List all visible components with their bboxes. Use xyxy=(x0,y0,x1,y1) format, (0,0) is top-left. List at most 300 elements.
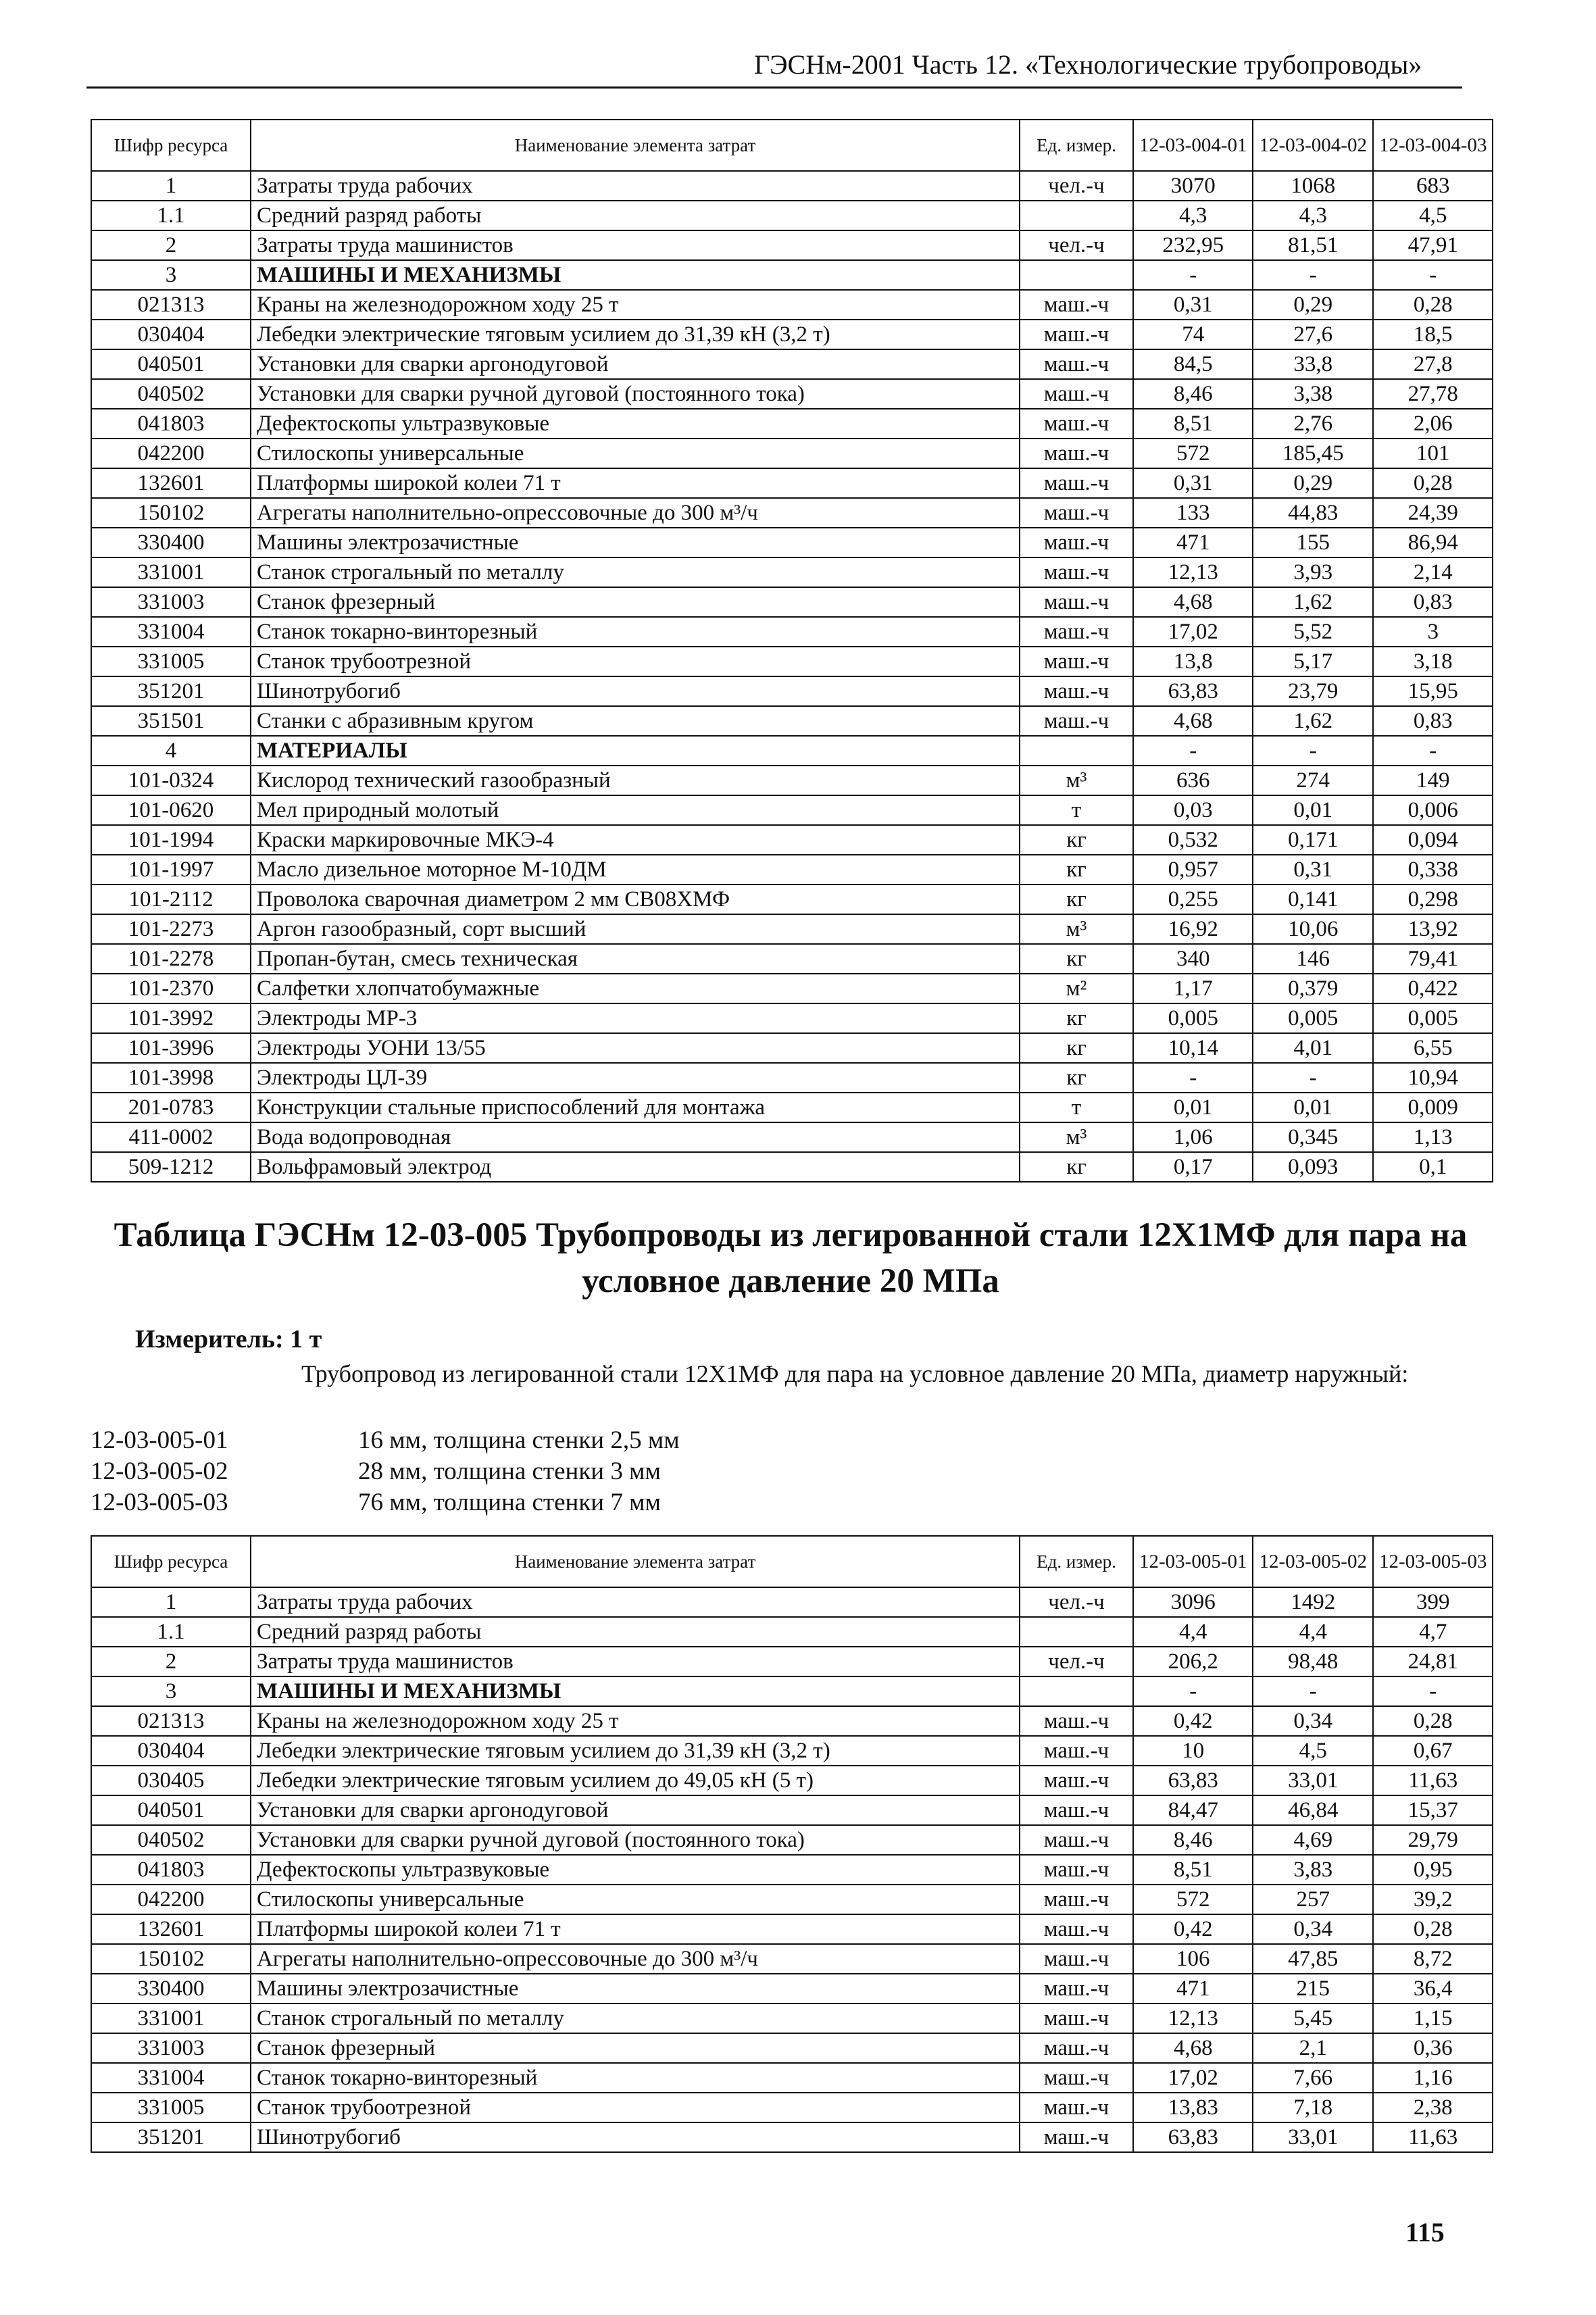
resource-name: Станок трубоотрезной xyxy=(251,2093,1020,2122)
value-variant-3: 0,83 xyxy=(1373,706,1493,736)
unit-of-measure: маш.-ч xyxy=(1020,2063,1133,2093)
resource-code: 3 xyxy=(91,1676,251,1706)
unit-of-measure: м³ xyxy=(1020,914,1133,944)
meter-label: Измеритель: xyxy=(135,1325,284,1353)
value-variant-3: 0,83 xyxy=(1373,587,1493,617)
value-variant-1: 0,957 xyxy=(1133,855,1253,885)
value-variant-2: 4,69 xyxy=(1253,1825,1372,1855)
resource-code: 1.1 xyxy=(91,1617,251,1647)
resource-code: 030405 xyxy=(91,1766,251,1795)
value-variant-3: 683 xyxy=(1373,171,1493,201)
value-variant-1: 8,51 xyxy=(1133,1855,1253,1885)
value-variant-1: 0,03 xyxy=(1133,795,1253,825)
value-variant-1: 12,13 xyxy=(1133,557,1253,587)
table-row xyxy=(91,260,1493,290)
unit-of-measure: маш.-ч xyxy=(1020,1706,1133,1736)
value-variant-1: 0,42 xyxy=(1133,1914,1253,1944)
table-row xyxy=(91,290,1493,320)
unit-of-measure: кг xyxy=(1020,855,1133,885)
column-header-name: Наименование элемента затрат xyxy=(251,1536,1020,1587)
unit-of-measure: маш.-ч xyxy=(1020,1944,1133,1974)
value-variant-2: 0,093 xyxy=(1253,1152,1372,1182)
value-variant-2: 146 xyxy=(1253,944,1372,974)
resource-name: Вольфрамовый электрод xyxy=(251,1152,1020,1182)
value-variant-1: 0,17 xyxy=(1133,1152,1253,1182)
value-variant-3: 0,95 xyxy=(1373,1855,1493,1885)
unit-of-measure: маш.-ч xyxy=(1020,498,1133,528)
resource-code: 101-1994 xyxy=(91,825,251,855)
unit-of-measure xyxy=(1020,1676,1133,1706)
table-row xyxy=(91,498,1493,528)
column-header-unit: Ед. измер. xyxy=(1020,1536,1133,1587)
resource-code: 101-3996 xyxy=(91,1033,251,1063)
value-variant-3: - xyxy=(1373,1676,1493,1706)
unit-of-measure: кг xyxy=(1020,944,1133,974)
value-variant-1: 0,532 xyxy=(1133,825,1253,855)
variant-text: 28 мм, толщина стенки 3 мм xyxy=(358,1458,661,1485)
unit-of-measure: маш.-ч xyxy=(1020,2093,1133,2122)
running-header: ГЭСНм-2001 Часть 12. «Технологические трубопроводы» xyxy=(754,49,1422,80)
meter xyxy=(135,1324,322,1354)
resource-table-12-03-004 xyxy=(91,119,1493,1183)
value-variant-1: 1,17 xyxy=(1133,974,1253,1003)
resource-code: 351501 xyxy=(91,706,251,736)
unit-of-measure: м³ xyxy=(1020,1122,1133,1152)
value-variant-3: 1,13 xyxy=(1373,1122,1493,1152)
variant-line xyxy=(91,1457,661,1486)
variant-line xyxy=(91,1426,680,1455)
table-row xyxy=(91,171,1493,201)
unit-of-measure: маш.-ч xyxy=(1020,617,1133,647)
value-variant-3: 101 xyxy=(1373,439,1493,468)
resource-code: 330400 xyxy=(91,528,251,557)
resource-name: Вода водопроводная xyxy=(251,1122,1020,1152)
value-variant-1: 471 xyxy=(1133,528,1253,557)
value-variant-3: 0,005 xyxy=(1373,1003,1493,1033)
unit-of-measure: кг xyxy=(1020,1152,1133,1182)
unit-of-measure: маш.-ч xyxy=(1020,2003,1133,2033)
resource-code: 331004 xyxy=(91,617,251,647)
value-variant-2: - xyxy=(1253,736,1372,766)
unit-of-measure: кг xyxy=(1020,1003,1133,1033)
table-row xyxy=(91,320,1493,349)
unit-of-measure: маш.-ч xyxy=(1020,468,1133,498)
variant-code: 12-03-005-01 xyxy=(91,1426,228,1454)
resource-name: Краски маркировочные МКЭ-4 xyxy=(251,825,1020,855)
unit-of-measure: маш.-ч xyxy=(1020,409,1133,439)
resource-name: Затраты труда рабочих xyxy=(251,1587,1020,1617)
table-header-row xyxy=(91,120,1493,171)
resource-name: Пропан-бутан, смесь техническая xyxy=(251,944,1020,974)
table-row xyxy=(91,736,1493,766)
table-row xyxy=(91,528,1493,557)
unit-of-measure: маш.-ч xyxy=(1020,676,1133,706)
table-title-line-1: Таблица ГЭСНм 12-03-005 Трубопроводы из легированной стали 12Х1МФ для пара на xyxy=(114,1216,1468,1254)
resource-code: 101-3992 xyxy=(91,1003,251,1033)
unit-of-measure xyxy=(1020,260,1133,290)
resource-name: Салфетки хлопчатобумажные xyxy=(251,974,1020,1003)
value-variant-2: 215 xyxy=(1253,1974,1372,2003)
resource-code: 101-2273 xyxy=(91,914,251,944)
resource-code: 021313 xyxy=(91,1706,251,1736)
value-variant-1: 4,3 xyxy=(1133,201,1253,230)
resource-name: Станок строгальный по металлу xyxy=(251,557,1020,587)
table-header-row xyxy=(91,1536,1493,1587)
value-variant-3: 13,92 xyxy=(1373,914,1493,944)
value-variant-3: 39,2 xyxy=(1373,1885,1493,1914)
unit-of-measure: маш.-ч xyxy=(1020,557,1133,587)
resource-code: 330400 xyxy=(91,1974,251,2003)
value-variant-3: 18,5 xyxy=(1373,320,1493,349)
value-variant-3: 86,94 xyxy=(1373,528,1493,557)
value-variant-3: 27,8 xyxy=(1373,349,1493,379)
value-variant-2: - xyxy=(1253,1063,1372,1093)
page-number: 115 xyxy=(1405,2217,1445,2247)
value-variant-2: 4,01 xyxy=(1253,1033,1372,1063)
resource-code: 331001 xyxy=(91,2003,251,2033)
value-variant-2: 5,52 xyxy=(1253,617,1372,647)
table-row xyxy=(91,201,1493,230)
table-row xyxy=(91,795,1493,825)
resource-code: 101-3998 xyxy=(91,1063,251,1093)
value-variant-1: 133 xyxy=(1133,498,1253,528)
value-variant-1: 3070 xyxy=(1133,171,1253,201)
resource-code: 040501 xyxy=(91,1795,251,1825)
value-variant-3: 0,338 xyxy=(1373,855,1493,885)
resource-name: Затраты труда рабочих xyxy=(251,171,1020,201)
value-variant-2: 0,005 xyxy=(1253,1003,1372,1033)
header-rule xyxy=(86,86,1462,89)
value-variant-1: 10,14 xyxy=(1133,1033,1253,1063)
table-row xyxy=(91,1003,1493,1033)
table-row xyxy=(91,1766,1493,1795)
value-variant-3: 0,094 xyxy=(1373,825,1493,855)
value-variant-2: 7,66 xyxy=(1253,2063,1372,2093)
column-header-code: Шифр ресурса xyxy=(91,120,251,171)
value-variant-1: 0,31 xyxy=(1133,290,1253,320)
resource-name: Дефектоскопы ультразвуковые xyxy=(251,1855,1020,1885)
unit-of-measure: т xyxy=(1020,1093,1133,1122)
value-variant-1: 8,46 xyxy=(1133,1825,1253,1855)
unit-of-measure: маш.-ч xyxy=(1020,1736,1133,1766)
value-variant-3: 24,81 xyxy=(1373,1647,1493,1676)
table-row xyxy=(91,1944,1493,1974)
value-variant-3: 0,28 xyxy=(1373,468,1493,498)
table-row xyxy=(91,1647,1493,1676)
value-variant-3: 1,15 xyxy=(1373,2003,1493,2033)
value-variant-2: 5,45 xyxy=(1253,2003,1372,2033)
table-row xyxy=(91,1885,1493,1914)
resource-code: 041803 xyxy=(91,1855,251,1885)
table-row xyxy=(91,2063,1493,2093)
value-variant-3: 3 xyxy=(1373,617,1493,647)
table-row xyxy=(91,1706,1493,1736)
resource-code: 042200 xyxy=(91,439,251,468)
value-variant-2: 0,29 xyxy=(1253,468,1372,498)
resource-code: 331005 xyxy=(91,647,251,676)
value-variant-2: 257 xyxy=(1253,1885,1372,1914)
resource-name: Установки для сварки ручной дуговой (постоянного тока) xyxy=(251,379,1020,409)
resource-code: 351201 xyxy=(91,2122,251,2152)
value-variant-1: 13,83 xyxy=(1133,2093,1253,2122)
resource-name: МАШИНЫ И МЕХАНИЗМЫ xyxy=(251,1676,1020,1706)
column-header-variant-2: 12-03-005-02 xyxy=(1253,1536,1372,1587)
unit-of-measure: маш.-ч xyxy=(1020,379,1133,409)
resource-name: Станок фрезерный xyxy=(251,587,1020,617)
resource-name: Электроды МР-3 xyxy=(251,1003,1020,1033)
resource-name: Станок токарно-винторезный xyxy=(251,2063,1020,2093)
table-row xyxy=(91,944,1493,974)
value-variant-2: 4,3 xyxy=(1253,201,1372,230)
value-variant-2: 185,45 xyxy=(1253,439,1372,468)
value-variant-1: - xyxy=(1133,260,1253,290)
value-variant-3: 0,1 xyxy=(1373,1152,1493,1182)
unit-of-measure: маш.-ч xyxy=(1020,1855,1133,1885)
table-row xyxy=(91,825,1493,855)
table-row xyxy=(91,1617,1493,1647)
resource-code: 042200 xyxy=(91,1885,251,1914)
unit-of-measure: маш.-ч xyxy=(1020,1825,1133,1855)
resource-name: Установки для сварки ручной дуговой (постоянного тока) xyxy=(251,1825,1020,1855)
unit-of-measure: маш.-ч xyxy=(1020,439,1133,468)
unit-of-measure: маш.-ч xyxy=(1020,1885,1133,1914)
resource-name: Затраты труда машинистов xyxy=(251,1647,1020,1676)
meter-value: 1 т xyxy=(290,1325,322,1353)
table-row xyxy=(91,974,1493,1003)
resource-code: 101-2278 xyxy=(91,944,251,974)
value-variant-3: 11,63 xyxy=(1373,1766,1493,1795)
value-variant-1: 13,8 xyxy=(1133,647,1253,676)
resource-name: Проволока сварочная диаметром 2 мм СВ08ХМФ xyxy=(251,885,1020,914)
table-row xyxy=(91,587,1493,617)
resource-code: 2 xyxy=(91,1647,251,1676)
resource-code: 331003 xyxy=(91,587,251,617)
value-variant-2: 33,01 xyxy=(1253,1766,1372,1795)
resource-name: Электроды ЦЛ-39 xyxy=(251,1063,1020,1093)
table-row xyxy=(91,2033,1493,2063)
value-variant-3: 0,28 xyxy=(1373,290,1493,320)
resource-code: 1 xyxy=(91,171,251,201)
value-variant-3: 0,67 xyxy=(1373,1736,1493,1766)
resource-code: 101-2112 xyxy=(91,885,251,914)
value-variant-2: 0,01 xyxy=(1253,795,1372,825)
unit-of-measure: маш.-ч xyxy=(1020,528,1133,557)
unit-of-measure: маш.-ч xyxy=(1020,587,1133,617)
table-body xyxy=(91,171,1493,1182)
unit-of-measure xyxy=(1020,1617,1133,1647)
value-variant-1: 12,13 xyxy=(1133,2003,1253,2033)
table-row xyxy=(91,647,1493,676)
resource-name: Конструкции стальные приспособлений для монтажа xyxy=(251,1093,1020,1122)
column-header-code: Шифр ресурса xyxy=(91,1536,251,1587)
value-variant-1: 0,01 xyxy=(1133,1093,1253,1122)
value-variant-1: 16,92 xyxy=(1133,914,1253,944)
value-variant-1: 8,51 xyxy=(1133,409,1253,439)
resource-code: 351201 xyxy=(91,676,251,706)
resource-name: Средний разряд работы xyxy=(251,201,1020,230)
value-variant-3: 47,91 xyxy=(1373,230,1493,260)
value-variant-2: 1068 xyxy=(1253,171,1372,201)
table-row xyxy=(91,1033,1493,1063)
table-row xyxy=(91,1152,1493,1182)
value-variant-1: 84,5 xyxy=(1133,349,1253,379)
value-variant-2: 0,379 xyxy=(1253,974,1372,1003)
value-variant-3: 149 xyxy=(1373,766,1493,795)
table-row xyxy=(91,2003,1493,2033)
column-header-variant-2: 12-03-004-02 xyxy=(1253,120,1372,171)
value-variant-1: 0,42 xyxy=(1133,1706,1253,1736)
table-row xyxy=(91,855,1493,885)
value-variant-3: 4,7 xyxy=(1373,1617,1493,1647)
value-variant-1: 232,95 xyxy=(1133,230,1253,260)
resource-name: МАТЕРИАЛЫ xyxy=(251,736,1020,766)
table-row xyxy=(91,676,1493,706)
variant-code: 12-03-005-02 xyxy=(91,1458,228,1485)
value-variant-2: 3,83 xyxy=(1253,1855,1372,1885)
resource-code: 509-1212 xyxy=(91,1152,251,1182)
resource-code: 411-0002 xyxy=(91,1122,251,1152)
resource-name: Лебедки электрические тяговым усилием до 31,39 кН (3,2 т) xyxy=(251,1736,1020,1766)
value-variant-1: 206,2 xyxy=(1133,1647,1253,1676)
unit-of-measure xyxy=(1020,201,1133,230)
unit-of-measure: маш.-ч xyxy=(1020,706,1133,736)
value-variant-3: 3,18 xyxy=(1373,647,1493,676)
column-header-variant-3: 12-03-004-03 xyxy=(1373,120,1493,171)
value-variant-2: 46,84 xyxy=(1253,1795,1372,1825)
value-variant-2: 2,1 xyxy=(1253,2033,1372,2063)
unit-of-measure: маш.-ч xyxy=(1020,1795,1133,1825)
table-row xyxy=(91,1974,1493,2003)
value-variant-2: 155 xyxy=(1253,528,1372,557)
value-variant-3: 0,298 xyxy=(1373,885,1493,914)
value-variant-3: 2,06 xyxy=(1373,409,1493,439)
resource-code: 030404 xyxy=(91,320,251,349)
resource-name: Машины электрозачистные xyxy=(251,1974,1020,2003)
value-variant-2: 27,6 xyxy=(1253,320,1372,349)
resource-name: Шинотрубогиб xyxy=(251,676,1020,706)
value-variant-1: 1,06 xyxy=(1133,1122,1253,1152)
table-description: Трубопровод из легированной стали 12Х1МФ для пара на условное давление 20 МПа, диаметр наружный: xyxy=(301,1360,1409,1387)
resource-name: МАШИНЫ И МЕХАНИЗМЫ xyxy=(251,260,1020,290)
value-variant-2: 3,38 xyxy=(1253,379,1372,409)
unit-of-measure: маш.-ч xyxy=(1020,1766,1133,1795)
resource-name: Затраты труда машинистов xyxy=(251,230,1020,260)
value-variant-2: 23,79 xyxy=(1253,676,1372,706)
resource-name: Платформы широкой колеи 71 т xyxy=(251,1914,1020,1944)
value-variant-2: 0,01 xyxy=(1253,1093,1372,1122)
unit-of-measure: м² xyxy=(1020,974,1133,1003)
value-variant-1: 63,83 xyxy=(1133,1766,1253,1795)
column-header-name: Наименование элемента затрат xyxy=(251,120,1020,171)
resource-name: Дефектоскопы ультразвуковые xyxy=(251,409,1020,439)
resource-code: 2 xyxy=(91,230,251,260)
unit-of-measure: маш.-ч xyxy=(1020,1974,1133,2003)
resource-code: 4 xyxy=(91,736,251,766)
value-variant-2: 33,01 xyxy=(1253,2122,1372,2152)
resource-name: Машины электрозачистные xyxy=(251,528,1020,557)
table-row xyxy=(91,706,1493,736)
resource-name: Стилоскопы универсальные xyxy=(251,1885,1020,1914)
value-variant-3: 29,79 xyxy=(1373,1825,1493,1855)
resource-code: 041803 xyxy=(91,409,251,439)
value-variant-3: 79,41 xyxy=(1373,944,1493,974)
value-variant-2: 10,06 xyxy=(1253,914,1372,944)
unit-of-measure: маш.-ч xyxy=(1020,320,1133,349)
value-variant-3: 27,78 xyxy=(1373,379,1493,409)
unit-of-measure: кг xyxy=(1020,885,1133,914)
value-variant-2: 0,345 xyxy=(1253,1122,1372,1152)
resource-name: Станок токарно-винторезный xyxy=(251,617,1020,647)
value-variant-2: 7,18 xyxy=(1253,2093,1372,2122)
value-variant-1: 4,68 xyxy=(1133,587,1253,617)
value-variant-1: 4,68 xyxy=(1133,2033,1253,2063)
value-variant-1: 0,255 xyxy=(1133,885,1253,914)
unit-of-measure: чел.-ч xyxy=(1020,171,1133,201)
resource-code: 101-1997 xyxy=(91,855,251,885)
resource-name: Агрегаты наполнительно-опрессовочные до 300 м³/ч xyxy=(251,498,1020,528)
resource-code: 040501 xyxy=(91,349,251,379)
value-variant-2: 98,48 xyxy=(1253,1647,1372,1676)
resource-name: Станок трубоотрезной xyxy=(251,647,1020,676)
resource-name: Платформы широкой колеи 71 т xyxy=(251,468,1020,498)
resource-code: 3 xyxy=(91,260,251,290)
value-variant-2: 4,5 xyxy=(1253,1736,1372,1766)
resource-code: 331005 xyxy=(91,2093,251,2122)
value-variant-1: 572 xyxy=(1133,439,1253,468)
resource-table-12-03-005 xyxy=(91,1535,1493,2153)
resource-name: Электроды УОНИ 13/55 xyxy=(251,1033,1020,1063)
resource-name: Стилоскопы универсальные xyxy=(251,439,1020,468)
table-title-line-2: условное давление 20 МПа xyxy=(582,1262,999,1300)
unit-of-measure xyxy=(1020,736,1133,766)
value-variant-2: 1,62 xyxy=(1253,706,1372,736)
unit-of-measure: маш.-ч xyxy=(1020,290,1133,320)
value-variant-2: 0,31 xyxy=(1253,855,1372,885)
table-row xyxy=(91,1825,1493,1855)
value-variant-1: 8,46 xyxy=(1133,379,1253,409)
value-variant-3: 2,38 xyxy=(1373,2093,1493,2122)
resource-code: 021313 xyxy=(91,290,251,320)
resource-code: 101-0324 xyxy=(91,766,251,795)
value-variant-3: 15,37 xyxy=(1373,1795,1493,1825)
value-variant-2: 0,29 xyxy=(1253,290,1372,320)
resource-code: 331001 xyxy=(91,557,251,587)
resource-code: 132601 xyxy=(91,1914,251,1944)
value-variant-3: 6,55 xyxy=(1373,1033,1493,1063)
table-row xyxy=(91,379,1493,409)
table-row xyxy=(91,1063,1493,1093)
table-row xyxy=(91,230,1493,260)
value-variant-3: - xyxy=(1373,260,1493,290)
value-variant-2: 3,93 xyxy=(1253,557,1372,587)
value-variant-3: 0,36 xyxy=(1373,2033,1493,2063)
value-variant-2: 1492 xyxy=(1253,1587,1372,1617)
table-row xyxy=(91,439,1493,468)
value-variant-2: 4,4 xyxy=(1253,1617,1372,1647)
value-variant-2: 0,141 xyxy=(1253,885,1372,914)
value-variant-3: 10,94 xyxy=(1373,1063,1493,1093)
table-title xyxy=(88,1212,1493,1304)
value-variant-1: 84,47 xyxy=(1133,1795,1253,1825)
resource-name: Лебедки электрические тяговым усилием до 31,39 кН (3,2 т) xyxy=(251,320,1020,349)
unit-of-measure: чел.-ч xyxy=(1020,1587,1133,1617)
value-variant-2: 274 xyxy=(1253,766,1372,795)
value-variant-3: 2,14 xyxy=(1373,557,1493,587)
unit-of-measure: кг xyxy=(1020,825,1133,855)
unit-of-measure: маш.-ч xyxy=(1020,2033,1133,2063)
value-variant-1: 4,4 xyxy=(1133,1617,1253,1647)
value-variant-3: 1,16 xyxy=(1373,2063,1493,2093)
